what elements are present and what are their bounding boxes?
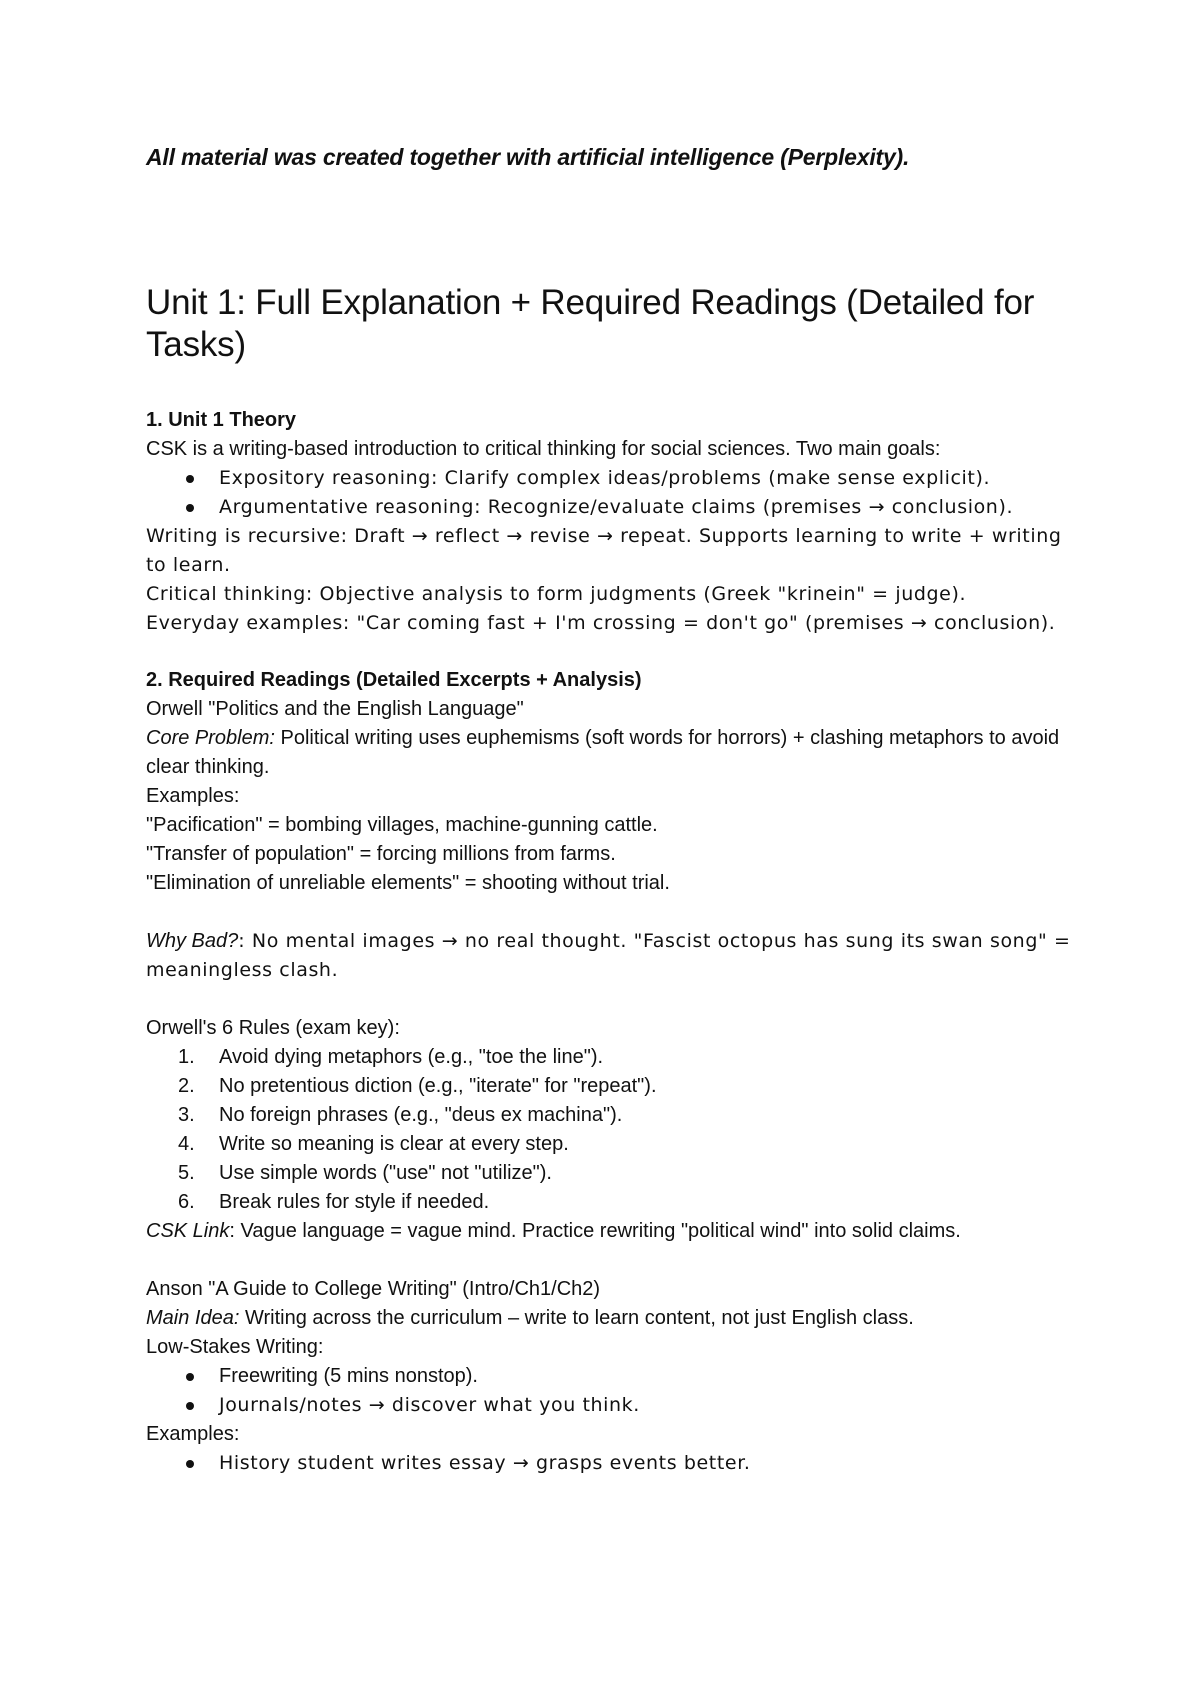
list-item: History student writes essay → grasps events better. (146, 1449, 1086, 1478)
ai-disclaimer: All material was created together with artificial intelligence (Perplexity). (146, 144, 910, 170)
section-heading-readings: 2. Required Readings (Detailed Excerpts + Analysis) (146, 669, 642, 691)
list-item: 3. No foreign phrases (e.g., "deus ex machina"). (178, 1104, 623, 1126)
orwell-example-3: "Elimination of unreliable elements" = shooting without trial. (146, 872, 670, 894)
anson-examples-label: Examples: (146, 1423, 240, 1445)
list-item: 4. Write so meaning is clear at every step. (178, 1133, 569, 1155)
anson-examples-list (146, 1449, 1086, 1478)
everyday-examples-text: Everyday examples: "Car coming fast + I'm crossing = don't go" (premises → conclusion). (146, 612, 1056, 634)
anson-main-idea: Main Idea: Writing across the curriculum – write to learn content, not just English class. (146, 1307, 914, 1329)
bullet-icon (186, 475, 194, 483)
spacer (146, 1246, 1086, 1275)
anson-title: Anson "A Guide to College Writing" (Intro/Ch1/Ch2) (146, 1278, 601, 1300)
bullet-icon (186, 1402, 194, 1410)
orwell-example-2: "Transfer of population" = forcing millions from farms. (146, 843, 616, 865)
orwell-example-1: "Pacification" = bombing villages, machine-gunning cattle. (146, 814, 658, 836)
orwell-examples-label: Examples: (146, 785, 240, 807)
bullet-icon (186, 1373, 194, 1381)
bullet-icon (186, 1460, 194, 1468)
theory-intro: CSK is a writing-based introduction to critical thinking for social sciences. Two main goals: (146, 438, 941, 460)
list-item: 2. No pretentious diction (e.g., "iterate" for "repeat"). (178, 1075, 657, 1097)
spacer (146, 898, 1086, 927)
orwell-title: Orwell "Politics and the English Language" (146, 698, 524, 720)
orwell-rules-list (146, 1043, 1086, 1217)
list-item: Freewriting (5 mins nonstop). (146, 1362, 1086, 1391)
orwell-core-problem: Core Problem: Political writing uses euphemisms (soft words for horrors) + clashing metaphors to avoid clear thinking. (146, 727, 1060, 778)
list-item: 1. Avoid dying metaphors (e.g., "toe the line"). (178, 1046, 604, 1068)
document-body (146, 406, 1086, 1478)
low-stakes-list (146, 1362, 1086, 1420)
list-item: Argumentative reasoning: Recognize/evaluate claims (premises → conclusion). (146, 493, 1086, 522)
page-title: Unit 1: Full Explanation + Required Readings (Detailed for Tasks) (146, 283, 1035, 364)
orwell-csk-link: CSK Link: Vague language = vague mind. Practice rewriting "political wind" into solid claims. (146, 1220, 961, 1242)
anson-low-stakes-label: Low-Stakes Writing: (146, 1336, 324, 1358)
list-item: 6. Break rules for style if needed. (178, 1191, 490, 1213)
spacer (146, 638, 1086, 666)
bullet-icon (186, 504, 194, 512)
spacer (146, 985, 1086, 1014)
section-heading-theory: 1. Unit 1 Theory (146, 409, 297, 431)
list-item: Expository reasoning: Clarify complex ideas/problems (make sense explicit). (146, 464, 1086, 493)
recursive-writing-text: Writing is recursive: Draft → reflect → revise → repeat. Supports learning to write + writing to learn. (146, 525, 1062, 576)
list-item: Journals/notes → discover what you think. (146, 1391, 1086, 1420)
critical-thinking-text: Critical thinking: Objective analysis to form judgments (Greek "krinein" = judge). (146, 583, 967, 605)
orwell-why-bad: Why Bad?: No mental images → no real thought. "Fascist octopus has sung its swan song" = meaningless clash. (146, 930, 1071, 981)
goals-list (146, 464, 1086, 522)
orwell-rules-title: Orwell's 6 Rules (exam key): (146, 1017, 400, 1039)
list-item: 5. Use simple words ("use" not "utilize"). (178, 1162, 552, 1184)
